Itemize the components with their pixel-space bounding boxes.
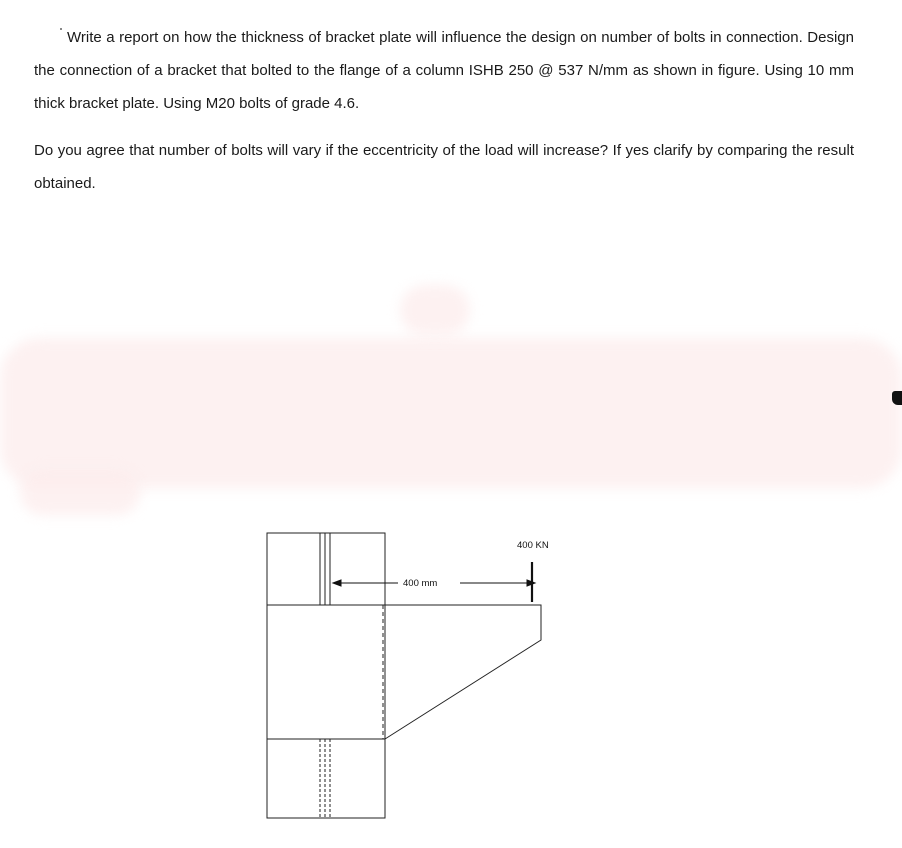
dimension-arrow-left: [333, 580, 341, 586]
question-paragraph-2: Do you agree that number of bolts will vary if the eccentricity of the load will increase? If yes clarify by comparing the result obtained.: [34, 142, 854, 192]
eccentricity-label: 400 mm: [403, 578, 438, 589]
question-paragraph-1: Write a report on how the thickness of bracket plate will influence the design on number of bolts in connection. Design the connection of a bracket that bolted to the flange of a column ISHB 250 @ 537 N/mm as shown in figure. Using 10 mm thick bracket plate. Using M20 bolts of grade 4.6.: [34, 29, 854, 112]
column-outline: [267, 533, 385, 818]
bracket-plate-outline: [385, 605, 541, 739]
load-label: 400 KN: [517, 540, 549, 551]
